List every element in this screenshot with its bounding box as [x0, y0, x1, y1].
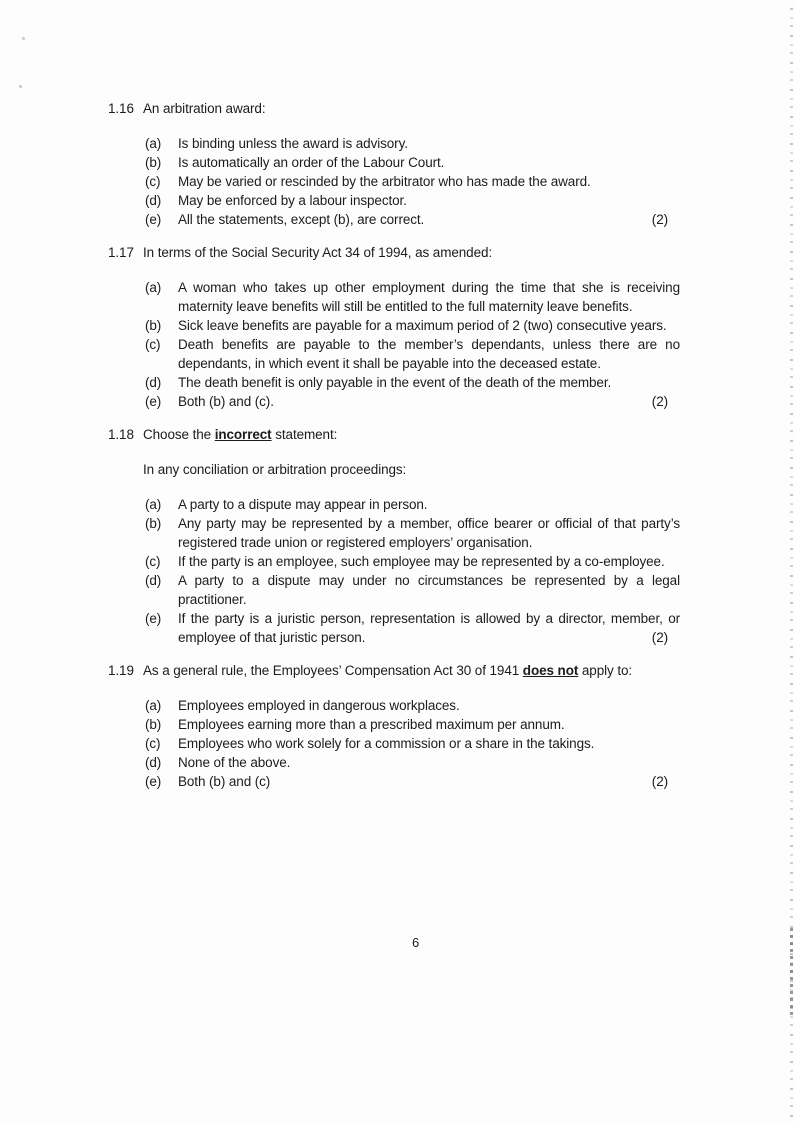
option-letter: (a)	[145, 280, 162, 295]
option-text: May be enforced by a labour inspector.	[178, 193, 407, 208]
question-block	[108, 661, 680, 791]
option-row	[145, 335, 680, 373]
option-text: Both (b) and (c).	[178, 394, 274, 409]
option-text: Employees employed in dangerous workplaces.	[178, 698, 460, 713]
option-row	[145, 552, 680, 571]
option-letter: (b)	[145, 318, 162, 333]
question-header	[108, 99, 680, 118]
option-text: May be varied or rescinded by the arbitrator who has made the award.	[178, 174, 591, 189]
option-marks: (2)	[651, 394, 668, 409]
question-block	[108, 425, 680, 647]
option-row	[145, 172, 680, 191]
option-letter: (e)	[145, 611, 162, 626]
stem-text: statement:	[271, 427, 338, 442]
question-stem	[143, 661, 680, 680]
option-row	[145, 392, 680, 411]
option-row	[145, 210, 680, 229]
option-text: Any party may be represented by a member, office bearer or official of that party’s registered trade union or registered employers’ organisation.	[178, 516, 680, 550]
question-header	[108, 243, 680, 262]
option-text: Sick leave benefits are payable for a maximum period of 2 (two) consecutive years.	[178, 318, 667, 333]
option-letter: (a)	[145, 497, 162, 512]
question-number: 1.19	[108, 663, 134, 678]
option-text: A party to a dispute may appear in person.	[178, 497, 428, 512]
option-row	[145, 495, 680, 514]
option-row	[145, 153, 680, 172]
option-letter: (c)	[145, 554, 161, 569]
option-row	[145, 609, 680, 647]
stem-text: In terms of the Social Security Act 34 of 1994, as amended:	[143, 245, 493, 260]
option-text: A party to a dispute may under no circumstances be represented by a legal practitioner.	[178, 573, 680, 607]
option-row	[145, 514, 680, 552]
question-stem	[143, 99, 680, 118]
scan-speck-artifact	[19, 85, 22, 88]
scan-edge-artifacts-dark	[790, 928, 793, 1018]
question-intro: In any conciliation or arbitration proceedings:	[143, 462, 407, 477]
option-text: Death benefits are payable to the member’s dependants, unless there are no dependants, in which event it shall be payable into the deceased estate.	[178, 337, 680, 371]
option-letter: (e)	[145, 212, 162, 227]
option-letter: (d)	[145, 375, 162, 390]
option-row	[145, 373, 680, 392]
stem-text: An arbitration award:	[143, 101, 266, 116]
question-block	[108, 99, 680, 229]
option-row	[145, 191, 680, 210]
option-letter: (a)	[145, 136, 162, 151]
option-text: Employees who work solely for a commission or a share in the takings.	[178, 736, 595, 751]
question-number: 1.16	[108, 101, 134, 116]
question-header	[108, 661, 680, 680]
option-row	[145, 316, 680, 335]
question-number: 1.17	[108, 245, 134, 260]
question-header	[108, 425, 680, 444]
option-letter: (c)	[145, 337, 161, 352]
page-number: 6	[412, 935, 420, 950]
question-block	[108, 243, 680, 411]
option-text: Is automatically an order of the Labour Court.	[178, 155, 445, 170]
option-text: If the party is an employee, such employee may be represented by a co-employee.	[178, 554, 665, 569]
option-letter: (e)	[145, 394, 162, 409]
stem-emphasis-text: incorrect	[214, 427, 272, 442]
option-letter: (b)	[145, 155, 162, 170]
option-marks: (2)	[651, 212, 668, 227]
option-letter: (d)	[145, 755, 162, 770]
option-text: The death benefit is only payable in the event of the death of the member.	[178, 375, 612, 390]
option-letter: (b)	[145, 717, 162, 732]
option-text: Is binding unless the award is advisory.	[178, 136, 408, 151]
questions	[108, 99, 680, 805]
option-text: Both (b) and (c)	[178, 774, 271, 789]
question-number: 1.18	[108, 427, 134, 442]
option-letter: (d)	[145, 193, 162, 208]
scan-speck-artifact	[22, 37, 25, 40]
options-list	[145, 278, 680, 411]
option-marks: (2)	[651, 630, 668, 645]
option-marks: (2)	[651, 774, 668, 789]
stem-emphasis-text: does not	[522, 663, 579, 678]
options-list	[145, 134, 680, 229]
option-text: None of the above.	[178, 755, 291, 770]
option-text: All the statements, except (b), are correct.	[178, 212, 425, 227]
option-letter: (c)	[145, 736, 161, 751]
option-letter: (d)	[145, 573, 162, 588]
option-letter: (b)	[145, 516, 162, 531]
options-list	[145, 696, 680, 791]
stem-text: Choose the	[143, 427, 215, 442]
question-stem	[143, 243, 680, 262]
option-row	[145, 571, 680, 609]
option-letter: (e)	[145, 774, 162, 789]
option-row	[145, 134, 680, 153]
option-row	[145, 734, 680, 753]
option-text: If the party is a juristic person, representation is allowed by a director, member, or employee of that juristic person.	[178, 611, 680, 645]
option-row	[145, 772, 680, 791]
option-letter: (c)	[145, 174, 161, 189]
option-text: A woman who takes up other employment during the time that she is receiving maternity leave benefits will still be entitled to the full maternity leave benefits.	[178, 280, 680, 314]
options-list	[145, 495, 680, 647]
stem-text: apply to:	[578, 663, 633, 678]
stem-text: As a general rule, the Employees’ Compensation Act 30 of 1941	[143, 663, 523, 678]
option-row	[145, 278, 680, 316]
option-text: Employees earning more than a prescribed maximum per annum.	[178, 717, 565, 732]
option-row	[145, 696, 680, 715]
option-row	[145, 753, 680, 772]
option-letter: (a)	[145, 698, 162, 713]
question-stem	[143, 425, 680, 444]
option-row	[145, 715, 680, 734]
